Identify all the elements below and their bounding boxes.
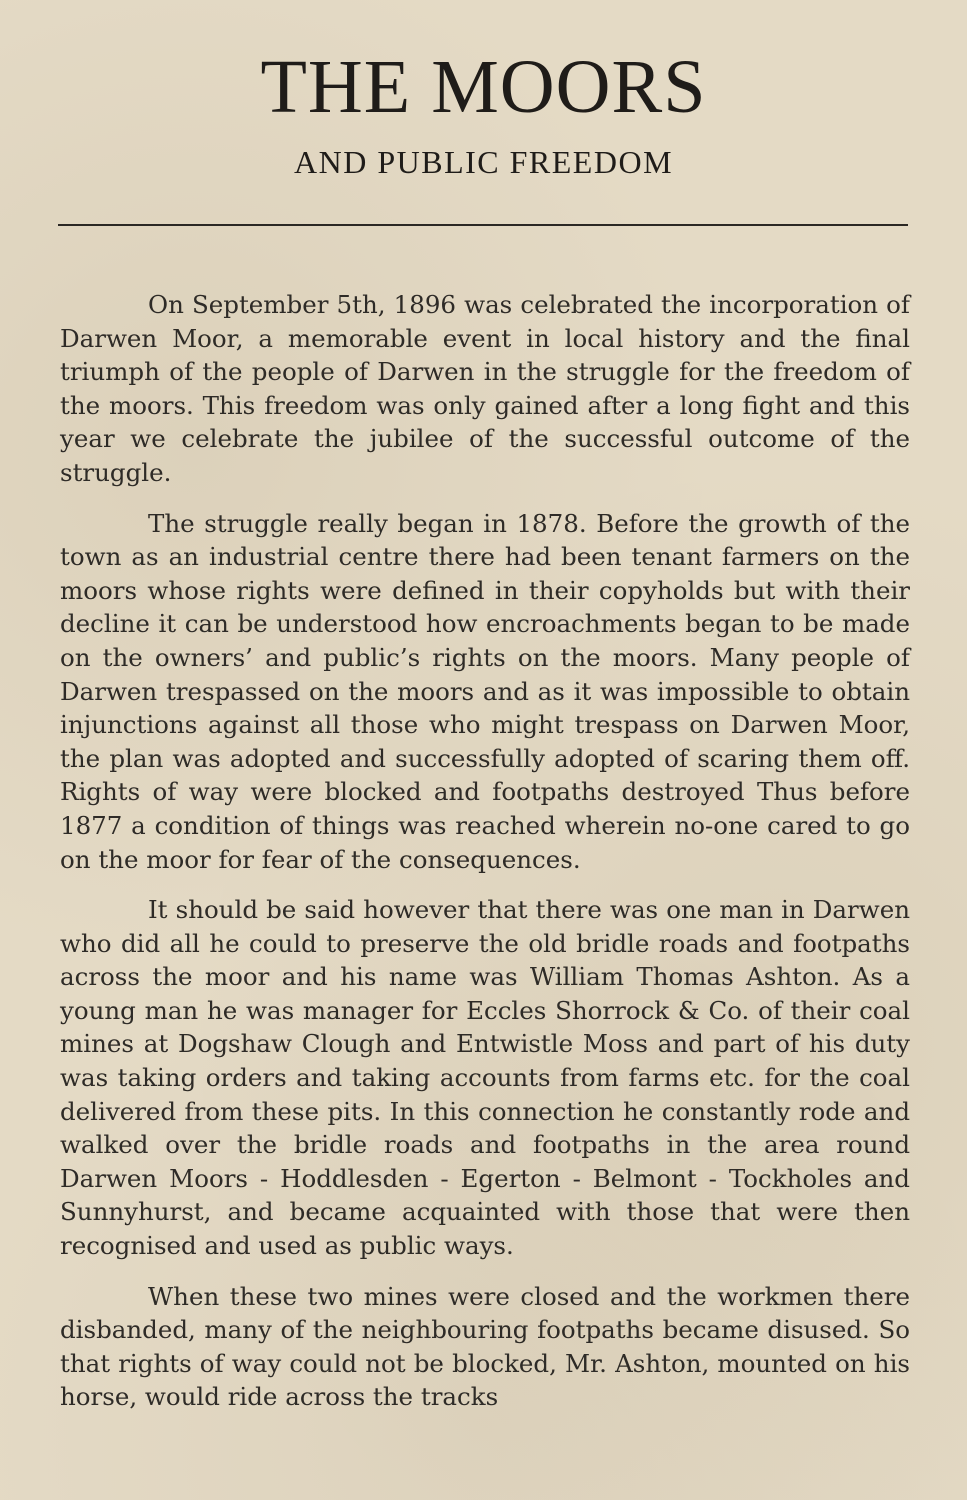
paragraph-1: On September 5th, 1896 was celebrated the incorporation of Darwen Moor, a memorable event in local history and the final triumph of the people of Darwen in the struggle for the freedom of the moors. This freedom was only gained after a long fight and this year we celebrate the jubilee of the successful outcome of the struggle. [60, 290, 910, 487]
page-subtitle: AND PUBLIC FREEDOM [293, 144, 674, 180]
page-title: THE MOORS [260, 45, 707, 129]
article-body [60, 288, 910, 1431]
paragraph-4: When these two mines were closed and the workmen there disbanded, many of the neighbouring footpaths became disused. So that rights of way could not be blocked, Mr. Ashton, mounted on his horse, would ride across the tracks [60, 1281, 910, 1412]
title-divider [58, 224, 908, 226]
paragraph-2: The struggle really began in 1878. Before the growth of the town as an industrial centre there had been tenant farmers on the moors whose rights were defined in their copyholds but with their decline it can be understood how encroachments began to be made on the owners’ and public’s rights on the moors. Many people of Darwen trespassed on the moors and as it was impossible to obtain injunctions against all those who might trespass on Darwen Moor, the plan was adopted and successfully adopted of scaring them off. Rights of way were blocked and footpaths destroyed Thus before 1877 a condition of things was reached wherein no-one cared to go on the moor for fear of the consequences. [60, 508, 910, 874]
paragraph-3: It should be said however that there was one man in Darwen who did all he could to preserve the old bridle roads and footpaths across the moor and his name was William Thomas Ashton. As a young man he was manager for Eccles Shorrock & Co. of their coal mines at Dogshaw Clough and Entwistle Moss and part of his duty was taking orders and taking accounts from farms etc. for the coal delivered from these pits. In this connection he constantly rode and walked over the bridle roads and footpaths in the area round Darwen Moors - Hoddlesden - Egerton - Belmont - Tockholes and Sunnyhurst, and became acquainted with those that were then recognised and used as public ways. [60, 895, 910, 1261]
